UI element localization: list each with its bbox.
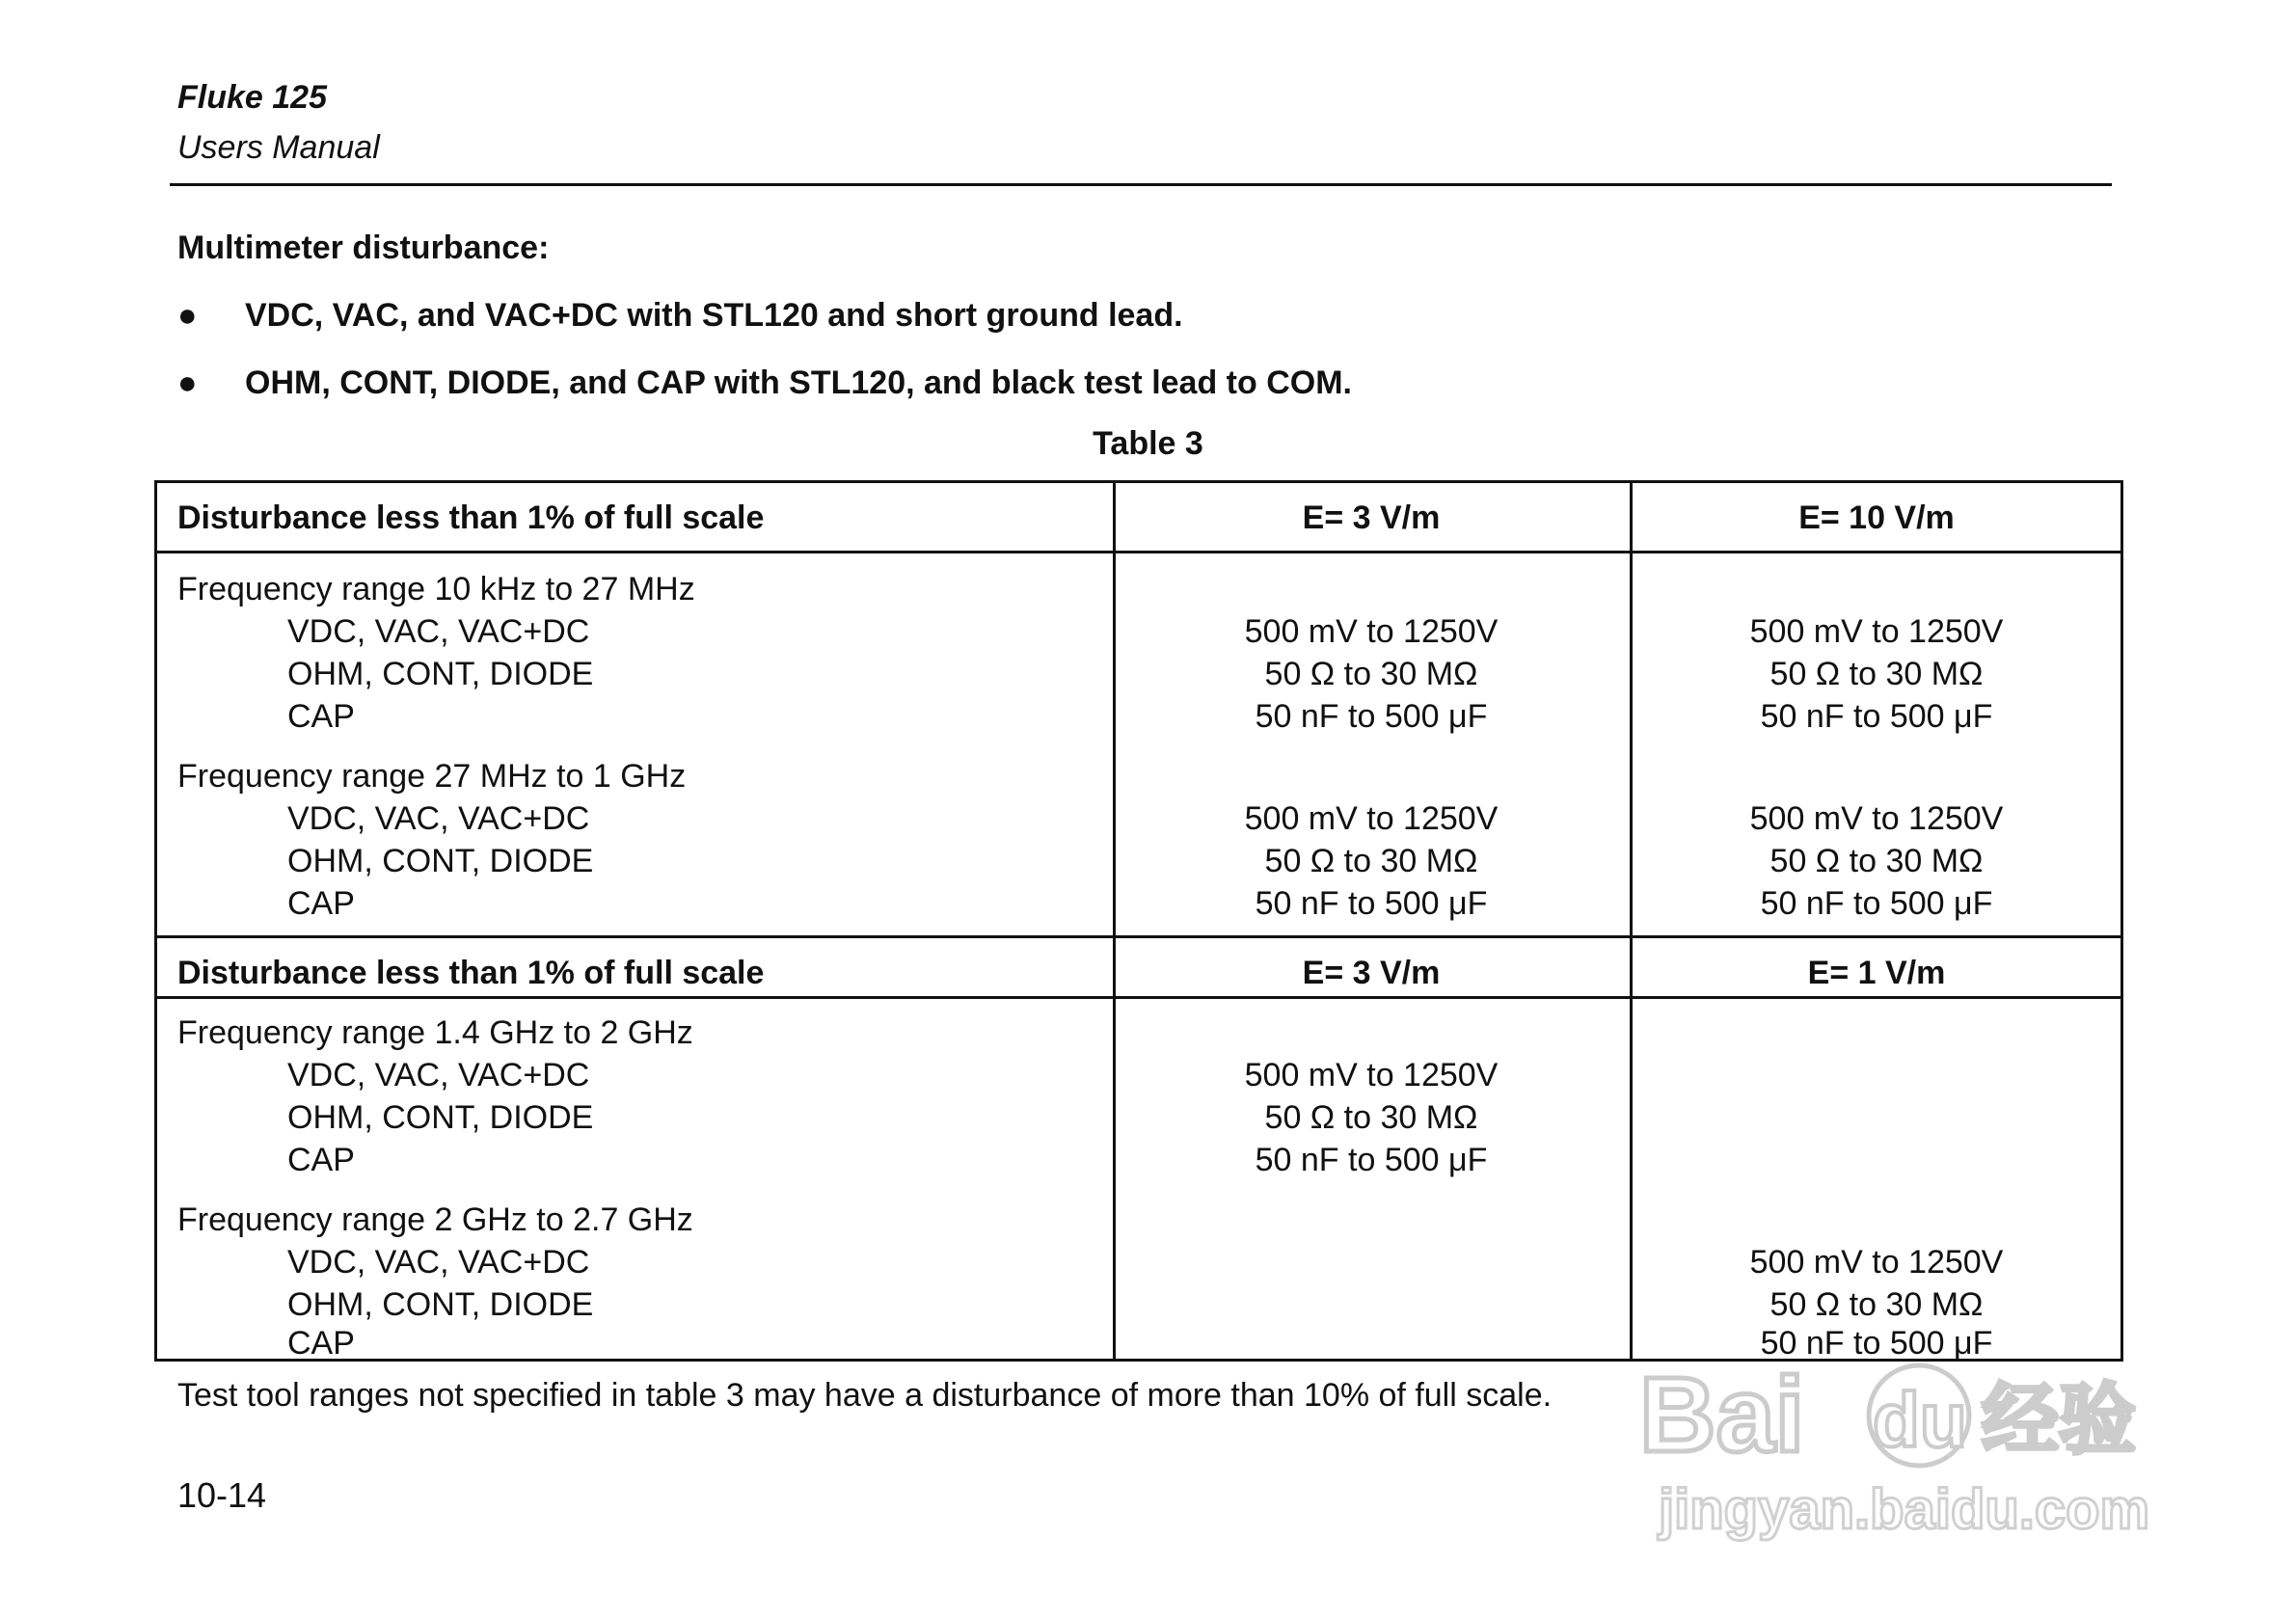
table-row-value: 50 nF to 500 μF (1760, 1325, 1993, 1362)
table-row-function: CAP (287, 698, 355, 735)
section-heading: Multimeter disturbance: (177, 229, 550, 266)
table-row-value: 500 mV to 1250V (1749, 800, 2004, 837)
bullet-item (177, 297, 1183, 335)
table-row-value: 500 mV to 1250V (1244, 1057, 1499, 1093)
table-row-function: VDC, VAC, VAC+DC (287, 1057, 590, 1093)
table-header-cell: E= 3 V/m (1302, 499, 1441, 536)
table-row-value: 50 Ω to 30 MΩ (1769, 843, 1984, 879)
table-divider (154, 551, 2123, 553)
table-row-value: 50 Ω to 30 MΩ (1264, 843, 1478, 879)
table-header-cell: E= 10 V/m (1798, 499, 1955, 536)
table-row-function: CAP (287, 1325, 355, 1362)
table-divider (154, 996, 2123, 999)
table-row-function: VDC, VAC, VAC+DC (287, 800, 590, 837)
svg-text:jingyan.baidu.com: jingyan.baidu.com (1659, 1478, 2150, 1541)
watermark-logo (1639, 1350, 2179, 1543)
frequency-range-label: Frequency range 10 kHz to 27 MHz (177, 571, 695, 607)
table-row-function: OHM, CONT, DIODE (287, 656, 594, 692)
table-header-cell: Disturbance less than 1% of full scale (177, 955, 765, 991)
svg-text:Bai: Bai (1639, 1356, 1805, 1474)
svg-text:经验: 经验 (1982, 1375, 2136, 1465)
bullet-dot-icon: ● (177, 364, 198, 401)
table-row-value: 50 Ω to 30 MΩ (1769, 1286, 1984, 1323)
frequency-range-label: Frequency range 1.4 GHz to 2 GHz (177, 1014, 693, 1051)
frequency-range-label: Frequency range 27 MHz to 1 GHz (177, 758, 687, 795)
table-row-value: 50 Ω to 30 MΩ (1264, 1099, 1478, 1136)
table-row-function: OHM, CONT, DIODE (287, 843, 594, 879)
page-number: 10-14 (177, 1475, 267, 1515)
table-footnote: Test tool ranges not specified in table 3 may have a disturbance of more than 10% of full scale. (177, 1377, 1553, 1414)
table-row-value: 50 nF to 500 μF (1255, 885, 1488, 922)
table-row-function: OHM, CONT, DIODE (287, 1099, 594, 1136)
table-row-function: CAP (287, 1142, 355, 1178)
table-header-cell: E= 1 V/m (1807, 955, 1946, 991)
bullet-text: OHM, CONT, DIODE, and CAP with STL120, and black test lead to COM. (245, 364, 1352, 401)
table-row-value: 500 mV to 1250V (1244, 613, 1499, 650)
table-row-value: 500 mV to 1250V (1749, 613, 2004, 650)
frequency-range-label: Frequency range 2 GHz to 2.7 GHz (177, 1201, 693, 1238)
table-caption: Table 3 (1093, 425, 1203, 462)
bullet-text: VDC, VAC, and VAC+DC with STL120 and short ground lead. (245, 297, 1183, 334)
document-subtitle: Users Manual (177, 129, 380, 166)
table-row-value: 50 nF to 500 μF (1255, 698, 1488, 735)
bullet-dot-icon: ● (177, 297, 198, 334)
table-header-cell: E= 3 V/m (1302, 955, 1441, 991)
header-divider (170, 183, 2112, 186)
table-row-value: 50 Ω to 30 MΩ (1264, 656, 1478, 692)
table-divider (154, 935, 2123, 938)
table-row-value: 50 nF to 500 μF (1255, 1142, 1488, 1178)
svg-text:du: du (1873, 1377, 1967, 1463)
table-row-value: 500 mV to 1250V (1749, 1244, 2004, 1281)
table-row-function: OHM, CONT, DIODE (287, 1286, 594, 1323)
bullet-item (177, 364, 1352, 402)
table-row-value: 50 nF to 500 μF (1760, 885, 1993, 922)
table-row-function: VDC, VAC, VAC+DC (287, 613, 590, 650)
table-row-value: 50 nF to 500 μF (1760, 698, 1993, 735)
table-row-function: CAP (287, 885, 355, 922)
table-row-value: 500 mV to 1250V (1244, 800, 1499, 837)
table-row-function: VDC, VAC, VAC+DC (287, 1244, 590, 1281)
table-header-cell: Disturbance less than 1% of full scale (177, 499, 765, 536)
table-row-value: 50 Ω to 30 MΩ (1769, 656, 1984, 692)
document-product-name: Fluke 125 (177, 79, 327, 116)
